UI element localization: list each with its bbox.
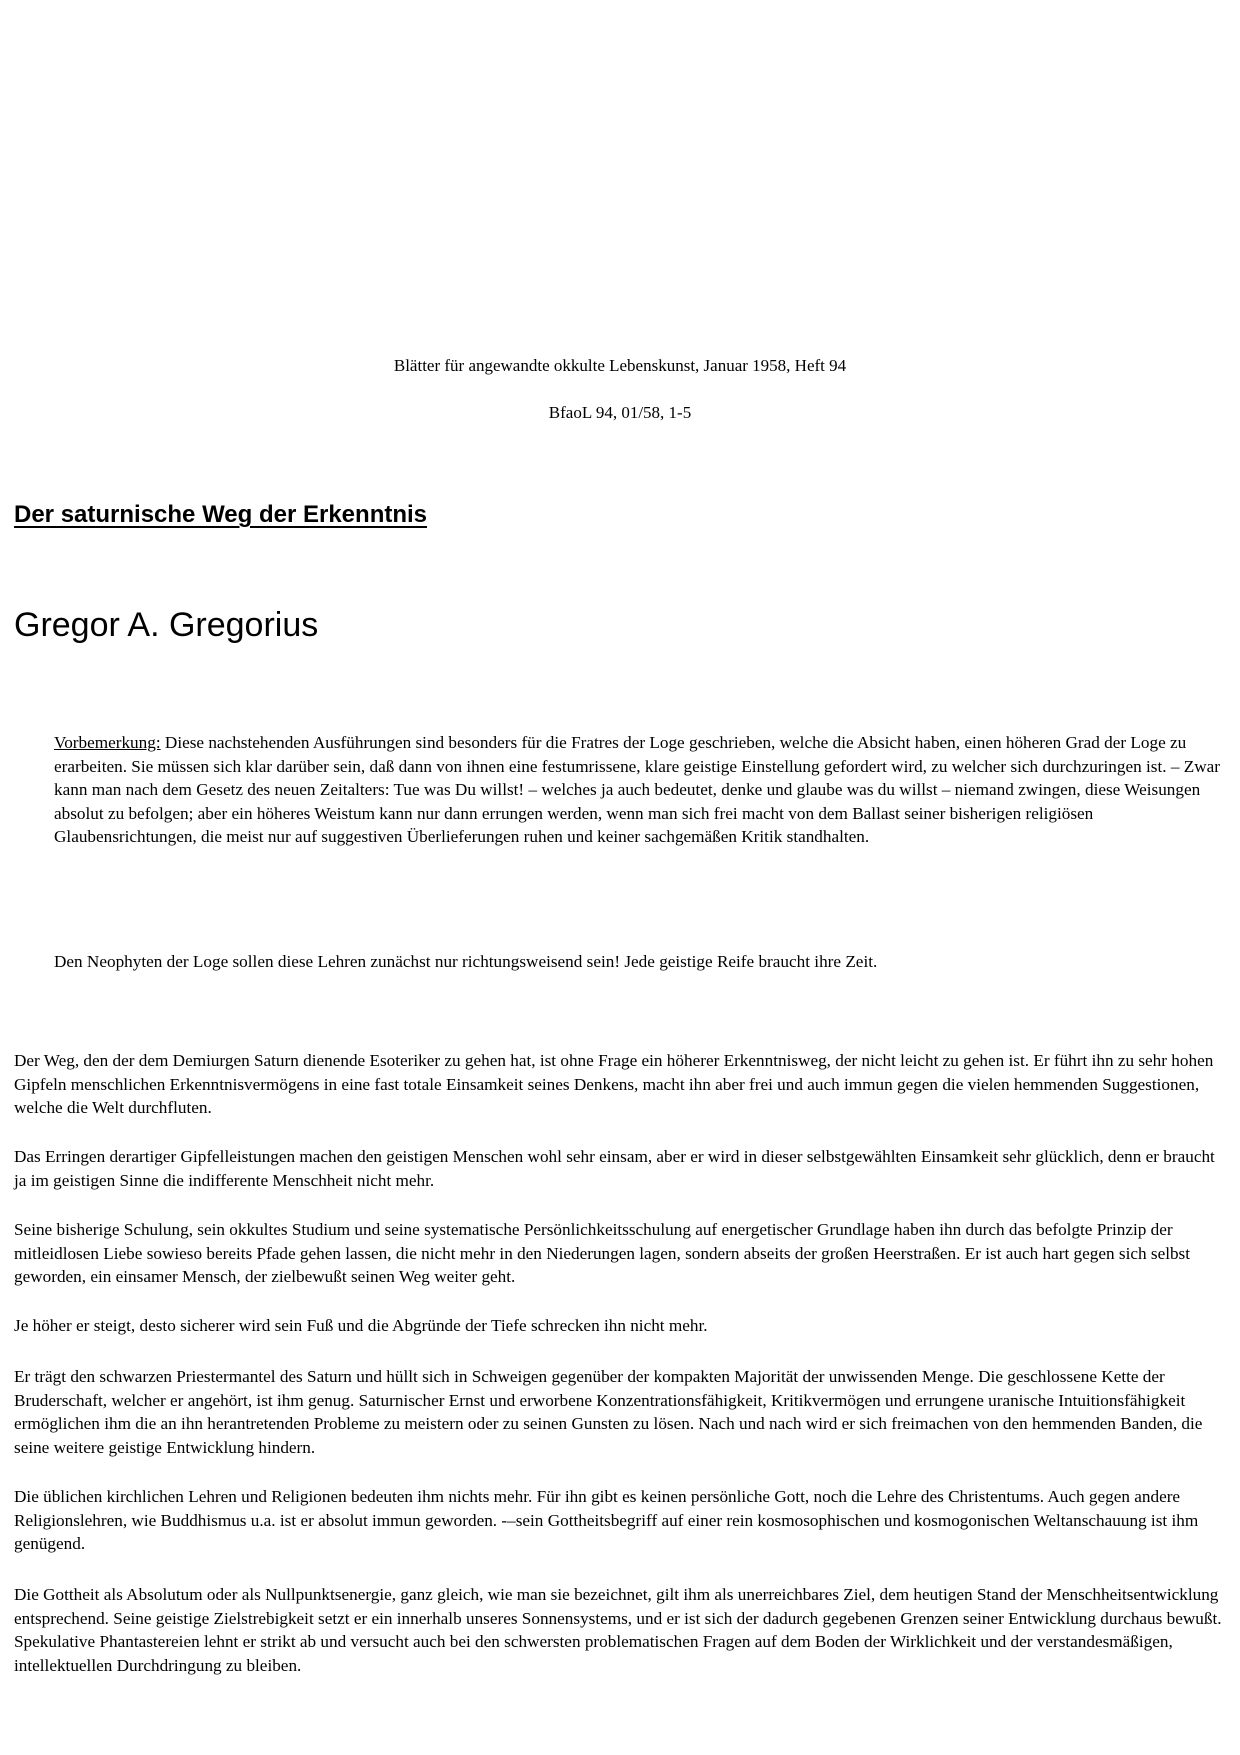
body-paragraph-6: Die üblichen kirchlichen Lehren und Religionen bedeuten ihm nichts mehr. Für ihn gibt es keinen persönliche Gott, noch die Lehre des Christentums. Auch gegen andere Religionslehren, wie Buddhismus u.a. ist er absolut immun geworden. -–sein Gottheitsbegriff auf einer rein kosmosophischen und kosmogonischen Weltanschauung ist ihm genügend. (14, 1487, 1199, 1553)
preface-note: Den Neophyten der Loge sollen diese Lehren zunächst nur richtungsweisend sein! Jede geistige Reife braucht ihre Zeit. (54, 952, 878, 971)
citation-header: BfaoL 94, 01/58, 1-5 (548, 403, 692, 422)
body-paragraph-4: Je höher er steigt, desto sicherer wird sein Fuß und die Abgründe der Tiefe schrecken ihn nicht mehr. (14, 1316, 708, 1335)
body-paragraph-7: Die Gottheit als Absolutum oder als Nullpunktsenergie, ganz gleich, wie man sie bezeichnet, gilt ihm als unerreichbares Ziel, dem heutigen Stand der Menschheitsentwicklung entsprechend. Seine geistige Zielstrebigkeit setzt er ein innerhalb unseres Sonnensystems, und er ist sich der dadurch gegebenen Grenzen seiner Entwicklung durchaus bewußt. Spekulative Phantastereien lehnt er strikt ab und versucht auch bei den schwersten problematischen Fragen auf dem Boden der Wirklichkeit und der verstandesmäßigen, intellektuellen Durchdringung zu bleiben. (14, 1585, 1222, 1675)
body-paragraph-5: Er trägt den schwarzen Priestermantel des Saturn und hüllt sich in Schweigen gegenüber der kompakten Majorität der unwissenden Menge. Die geschlossene Kette der Bruderschaft, welcher er angehört, ist ihm genug. Saturnischer Ernst und erworbene Konzentrationsfähigkeit, Kritikvermögen und errungene uranische Intuitionsfähigkeit ermöglichen ihm die an ihn herantretenden Probleme zu meistern oder zu seinen Gunsten zu lösen. Nach und nach wird er sich freimachen von den hemmenden Banden, die seine weitere geistige Entwicklung hindern. (14, 1367, 1203, 1457)
preface-paragraph (54, 731, 1224, 849)
author-name: Gregor A. Gregorius (14, 606, 319, 644)
body-paragraph-2: Das Erringen derartiger Gipfelleistungen machen den geistigen Menschen wohl sehr einsam, aber er wird in dieser selbstgewählten Einsamkeit sehr glücklich, denn er braucht ja im geistigen Sinne die indifferente Menschheit nicht mehr. (14, 1147, 1215, 1190)
body-paragraph-1: Der Weg, den der dem Demiurgen Saturn dienende Esoteriker zu gehen hat, ist ohne Frage ein höherer Erkenntnisweg, der nicht leicht zu gehen ist. Er führt ihn zu sehr hohen Gipfeln menschlichen Erkenntnisvermögens in eine fast totale Einsamkeit seines Denkens, macht ihn aber frei und auch immun gegen die vielen hemmenden Suggestionen, welche die Welt durchfluten. (14, 1051, 1214, 1117)
publication-header: Blätter für angewandte okkulte Lebenskunst, Januar 1958, Heft 94 (393, 356, 847, 375)
preface-label: Vorbemerkung: (54, 733, 161, 752)
body-paragraph-3: Seine bisherige Schulung, sein okkultes Studium und seine systematische Persönlichkeitsschulung auf energetischer Grundlage haben ihn durch das befolgte Prinzip der mitleidlosen Liebe sowieso bereits Pfade gehen lassen, die nicht mehr in den Niederungen lagen, sondern abseits der großen Heerstraßen. Er ist auch hart gegen sich selbst geworden, ein einsamer Mensch, der zielbewußt seinen Weg weiter geht. (14, 1220, 1191, 1286)
preface-text: Diese nachstehenden Ausführungen sind besonders für die Fratres der Loge geschrieben, welche die Absicht haben, einen höheren Grad der Loge zu erarbeiten. Sie müssen sich klar darüber sein, daß dann von ihnen eine festumrissene, klare geistige Einstellung gefordert wird, zu welcher sich durchzuringen ist. – Zwar kann man nach dem Gesetz des neuen Zeitalters: Tue was Du willst! – welches ja auch bedeutet, denke und glaube was du willst – niemand zwingen, diese Weisungen absolut zu befolgen; aber ein höheres Weistum kann nur dann errungen werden, wenn man sich frei macht von dem Ballast seiner bisherigen religiösen Glaubensrichtungen, die meist nur auf suggestiven Überlieferungen ruhen und keiner sachgemäßen Kritik standhalten. (54, 733, 1220, 846)
article-title: Der saturnische Weg der Erkenntnis (14, 501, 428, 528)
